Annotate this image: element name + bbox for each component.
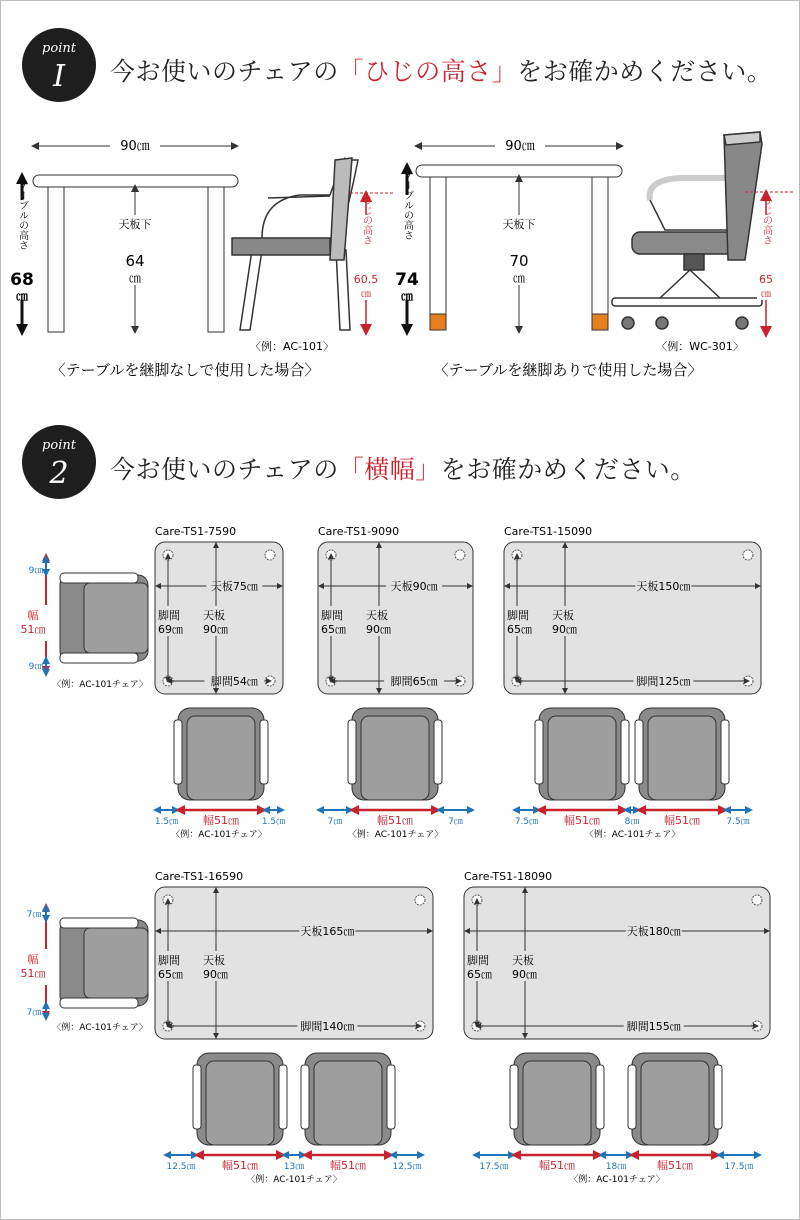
leg-depth-value: 69㎝: [158, 623, 183, 636]
chair-armrest: [348, 720, 356, 784]
chair-seat: [206, 1061, 274, 1145]
chair-armrest: [714, 1065, 722, 1129]
right-under-value: 70: [509, 252, 529, 270]
chair-seat: [361, 716, 429, 800]
leg-width-label: 脚間65㎝: [390, 675, 438, 688]
leg-width-label: 脚間155㎝: [626, 1020, 681, 1033]
leg-depth-label: 脚間: [467, 954, 489, 967]
leg-width-label: 脚間54㎝: [210, 675, 258, 688]
chair-armrest: [621, 720, 629, 784]
leg-depth-label: 脚間: [158, 954, 180, 967]
left-width-label: 90㎝: [120, 139, 150, 154]
table-leg: [752, 895, 762, 905]
top-width-label: 天板90㎝: [390, 580, 438, 593]
left-table-height-label: テーブルの高さ: [16, 180, 28, 250]
badge-word: point: [42, 41, 76, 56]
chair-armrest: [279, 1065, 287, 1129]
right-width-label: 90㎝: [505, 139, 535, 154]
table-leg: [455, 550, 465, 560]
depth-label: 天板: [552, 609, 574, 622]
right-table-height-unit: ㎝: [400, 289, 414, 303]
chair-armrest: [721, 720, 729, 784]
heading-emphasis: 「ひじの高さ」: [338, 57, 518, 86]
chair-armrest: [635, 720, 643, 784]
depth-value: 90㎝: [203, 968, 228, 981]
gap-label: 7㎝: [327, 817, 343, 827]
table-leg: [415, 895, 425, 905]
right-arm-label: ひじの高さ: [760, 195, 772, 245]
leg-depth-value: 65㎝: [467, 968, 492, 981]
gap-label: 12.5㎝: [392, 1162, 422, 1172]
leg-depth-value: 65㎝: [321, 623, 346, 636]
depth-value: 90㎝: [552, 623, 577, 636]
point1-badge: [22, 28, 96, 102]
chair-width-label: 幅51㎝: [657, 1159, 693, 1172]
gap-label: 7.5㎝: [726, 817, 750, 827]
table-top: [155, 887, 433, 1039]
right-under-unit: ㎝: [512, 271, 526, 285]
badge-number: I: [53, 59, 65, 94]
chair-example: 〈例：AC-101チェア〉: [569, 1175, 665, 1185]
heading-text: をお確かめください。: [517, 57, 773, 86]
depth-value: 90㎝: [203, 623, 228, 636]
side1-width-label: 幅: [27, 609, 39, 622]
leg-depth-label: 脚間: [321, 609, 343, 622]
chair-wc301-side: [612, 132, 762, 329]
right-under-label: 天板下: [502, 218, 536, 231]
point2-badge: [22, 425, 96, 499]
left-arm-value: 60.5: [353, 273, 379, 286]
side1-top: 9㎝: [28, 566, 44, 576]
chair-armrest: [301, 1065, 309, 1129]
gap-label: 7㎝: [448, 817, 463, 827]
gap-label: 17.5㎝: [724, 1162, 754, 1172]
gap-label: 8㎝: [624, 817, 640, 827]
heading-text: 今お使いのチェアの: [110, 455, 339, 484]
right-arm-unit: ㎝: [761, 289, 771, 300]
tables-group: [155, 525, 770, 1185]
chair-ac101-side: [232, 158, 358, 330]
table-width-diagrams: [0, 515, 800, 1195]
leg-depth-value: 65㎝: [507, 623, 532, 636]
depth-label: 天板: [512, 954, 534, 967]
top-width-label: 天板165㎝: [300, 925, 355, 938]
table-top: [464, 887, 770, 1039]
badge-number: 2: [49, 456, 69, 491]
table-leg: [743, 550, 753, 560]
chair-armrest: [387, 1065, 395, 1129]
table-model-name: Care-TS1-7590: [155, 525, 237, 538]
side1-example: 〈例：AC-101チェア〉: [52, 680, 148, 690]
table-model-name: Care-TS1-15090: [504, 525, 593, 538]
chair-width-label: 幅51㎝: [664, 814, 700, 827]
chair-width-label: 幅51㎝: [539, 1159, 575, 1172]
side2-width: 51㎝: [20, 967, 46, 980]
side-chair-2: [21, 907, 149, 1033]
point2-heading: [110, 450, 696, 486]
chair-armrest: [510, 1065, 518, 1129]
chair-seat: [548, 716, 616, 800]
chair-width-label: 幅51㎝: [330, 1159, 366, 1172]
side2-top: 7㎝: [26, 910, 42, 920]
side-chair-1: [21, 557, 149, 690]
side1-width: 51㎝: [20, 623, 46, 636]
heading-text: をお確かめください。: [440, 455, 696, 484]
depth-value: 90㎝: [512, 968, 537, 981]
depth-label: 天板: [366, 609, 388, 622]
chair-width-label: 幅51㎝: [222, 1159, 258, 1172]
point1-heading: [110, 52, 772, 88]
chair-armrest: [174, 720, 182, 784]
chair-seat: [187, 716, 255, 800]
chair-example: 〈例：AC-101チェア〉: [347, 830, 444, 840]
table-leg: [265, 550, 275, 560]
heading-text: 今お使いのチェアの: [110, 57, 339, 86]
table-model-name: Care-TS1-9090: [318, 525, 400, 538]
top-width-label: 天板75㎝: [210, 580, 258, 593]
gap-label: 13㎝: [283, 1162, 305, 1172]
chair-armrest: [628, 1065, 636, 1129]
right-example: 〈例：WC-301〉: [656, 340, 744, 353]
leg-width-label: 脚間125㎝: [636, 675, 691, 688]
gap-label: 18㎝: [605, 1162, 627, 1172]
chair-armrest: [260, 720, 268, 784]
table-model-name: Care-TS1-16590: [155, 870, 244, 883]
depth-value: 90㎝: [366, 623, 391, 636]
left-under-unit: ㎝: [128, 271, 142, 285]
right-caption: 〈テーブルを継脚ありで使用した場合〉: [433, 361, 703, 379]
left-table-height-unit: ㎝: [15, 289, 29, 303]
chair-armrest: [535, 720, 543, 784]
heading-emphasis: 「横幅」: [338, 455, 441, 484]
leg-width-label: 脚間140㎝: [300, 1020, 355, 1033]
side2-example: 〈例：AC-101チェア〉: [52, 1023, 148, 1033]
gap-label: 1.5㎝: [261, 817, 286, 827]
top-width-label: 天板180㎝: [626, 925, 681, 938]
gap-label: 7.5㎝: [514, 817, 539, 827]
left-table-height: 68: [10, 270, 34, 290]
right-arm-value: 65: [759, 273, 773, 286]
chair-example: 〈例：AC-101チェア〉: [246, 1175, 342, 1185]
leg-depth-value: 65㎝: [158, 968, 183, 981]
chair-width-label: 幅51㎝: [377, 814, 413, 827]
left-arm-unit: ㎝: [361, 289, 371, 300]
left-under-label: 天板下: [118, 218, 152, 231]
gap-label: 12.5㎝: [166, 1162, 196, 1172]
depth-label: 天板: [203, 954, 225, 967]
badge-word: point: [42, 438, 76, 453]
gap-label: 1.5㎝: [154, 817, 179, 827]
left-example: 〈例：AC-101〉: [250, 340, 334, 353]
top-width-label: 天板150㎝: [636, 580, 691, 593]
side2-bottom: 7㎝: [26, 1008, 42, 1018]
chair-example: 〈例：AC-101チェア〉: [171, 830, 267, 840]
chair-width-label: 幅51㎝: [564, 814, 600, 827]
side2-width-label: 幅: [27, 953, 39, 966]
chair-seat: [314, 1061, 382, 1145]
chair-seat: [641, 1061, 709, 1145]
depth-label: 天板: [203, 609, 225, 622]
chair-width-label: 幅51㎝: [203, 814, 239, 827]
left-arm-label: ひじの高さ: [360, 195, 372, 245]
chair-example: 〈例：AC-101チェア〉: [584, 830, 681, 840]
chair-seat: [523, 1061, 591, 1145]
chair-seat: [648, 716, 716, 800]
right-table-height-label: テーブルの高さ: [401, 170, 413, 240]
leg-depth-label: 脚間: [158, 609, 180, 622]
table-top: [504, 542, 761, 694]
left-caption: 〈テーブルを継脚なしで使用した場合〉: [50, 361, 320, 379]
gap-label: 17.5㎝: [479, 1162, 509, 1172]
armrest-height-diagram: [0, 120, 800, 390]
table-model-name: Care-TS1-18090: [464, 870, 553, 883]
side1-bottom: 9㎝: [28, 662, 44, 672]
left-under-value: 64: [125, 252, 145, 270]
leg-depth-label: 脚間: [507, 609, 529, 622]
chair-armrest: [596, 1065, 604, 1129]
right-table-height: 74: [395, 270, 419, 290]
chair-armrest: [193, 1065, 201, 1129]
chair-armrest: [434, 720, 442, 784]
